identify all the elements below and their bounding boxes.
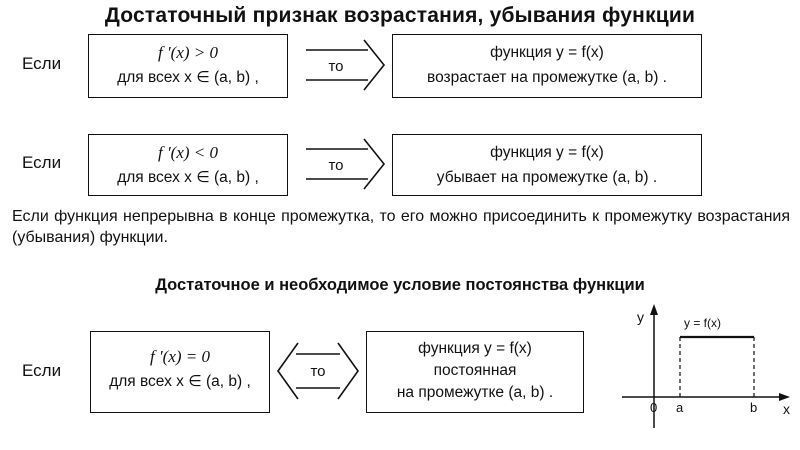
title-increase-decrease: Достаточный признак возрастания, убывания функции <box>104 4 696 27</box>
row2-implies-arrow <box>298 137 390 193</box>
origin-label: 0 <box>650 400 658 415</box>
row3-condition-box <box>90 331 270 413</box>
row1-if-label: Если <box>22 54 62 73</box>
y-axis-label: y <box>637 309 644 325</box>
continuity-note: Если функция непрерывна в конце промежутка, то его можно присоединить к промежутку возрастания (убывания) функции. <box>12 208 790 246</box>
row1-result-box <box>392 34 702 98</box>
row3-condition: f ′(x) = 0 <box>149 347 211 366</box>
row1-condition-box <box>88 34 288 98</box>
row3-then-label: то <box>310 363 326 380</box>
x-axis-arrow-icon <box>779 393 790 401</box>
row1-implies-arrow <box>298 38 390 94</box>
row3-result-line2: постоянная <box>433 362 517 379</box>
row2-result-line1: функция y = f(x) <box>490 144 604 161</box>
row2-then-label: то <box>328 157 344 174</box>
row3-domain: для всех x ∈ (a, b) , <box>109 373 251 390</box>
b-label: b <box>750 400 758 415</box>
row1-result-line1: функция y = f(x) <box>490 44 604 61</box>
row3-equivalence-arrow <box>272 340 364 402</box>
y-axis-arrow-icon <box>650 304 658 315</box>
a-label: a <box>676 400 684 415</box>
row3-result-box <box>366 331 584 413</box>
row2-result-box <box>392 134 702 196</box>
row1-condition: f ′(x) > 0 <box>157 43 219 62</box>
row2-result-line2: убывает на промежутке (a, b) . <box>436 169 658 186</box>
row1-result-line2: возрастает на промежутке (a, b) . <box>427 69 667 86</box>
row2-condition: f ′(x) < 0 <box>157 143 219 162</box>
row1-domain: для всех x ∈ (a, b) , <box>117 69 259 86</box>
row2-if-label: Если <box>22 153 62 172</box>
row2-domain: для всех x ∈ (a, b) , <box>117 169 259 186</box>
row3-result-line1: функция y = f(x) <box>418 340 532 357</box>
function-label: y = f(x) <box>684 316 722 330</box>
row2-condition-box <box>88 134 288 196</box>
row3-result-line3: на промежутке (a, b) . <box>396 384 554 401</box>
row3-if-label: Если <box>22 361 62 380</box>
x-axis-label: x <box>783 401 790 417</box>
constant-function-graph <box>618 300 796 430</box>
title-constant: Достаточное и необходимое условие постоянства функции <box>155 276 645 294</box>
row1-then-label: то <box>328 58 344 75</box>
